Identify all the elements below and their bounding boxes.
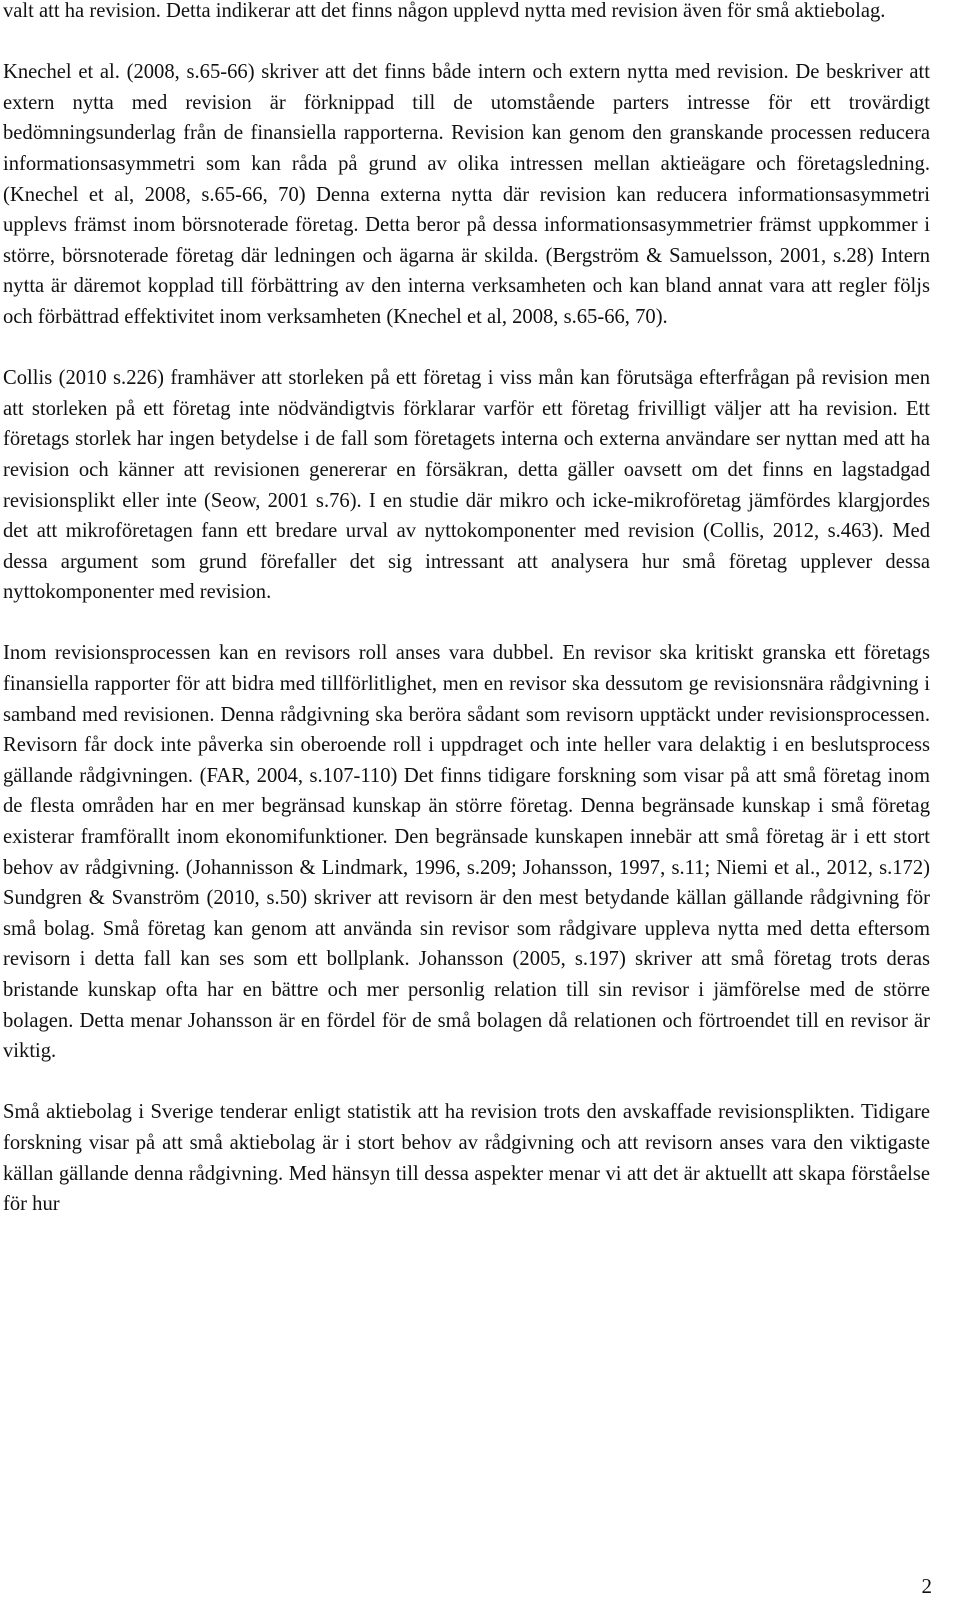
page-number: 2 — [921, 1574, 932, 1598]
paragraph-2: Knechel et al. (2008, s.65-66) skriver att det finns både intern och extern nytta med revision. De beskriver att extern nytta med revision är förknippad till de utomstående parters intresse för ett trovärdigt bedömningsunderlag från de finansiella rapporterna. Revision kan genom den granskande processen reducera informationsasymmetri som kan råda på grund av olika intressen mellan aktieägare och företagsledning. (Knechel et al, 2008, s.65-66, 70) Denna externa nytta där revision kan reducera informationsasymmetri upplevs främst inom börsnoterade företag. Detta beror på dessa informationsasymmetrier främst uppkommer i större, börsnoterade företag där ledningen och ägarna är skilda. (Bergström & Samuelsson, 2001, s.28) Intern nytta är däremot kopplad till förbättring av den interna verksamheten och kan bland annat vara att regler följs och förbättrad effektivitet inom verksamheten (Knechel et al, 2008, s.65-66, 70). — [3, 61, 930, 328]
paragraph-5: Små aktiebolag i Sverige tenderar enligt statistik att ha revision trots den avskaffade revisionsplikten. Tidigare forskning visar på att små aktiebolag är i stort behov av rådgivning och att revisorn anses vara den viktigaste källan gällande denna rådgivning. Med hänsyn till dessa aspekter menar vi att det är aktuellt att skapa förståelse för hur — [3, 1101, 930, 1216]
body-text — [3, 0, 930, 1220]
paragraph-3: Collis (2010 s.226) framhäver att storleken på ett företag i viss mån kan förutsäga efterfrågan på revision men att storleken på ett företag inte nödvändigtvis förklarar varför ett företag frivilligt väljer att ha revision. Ett företags storlek har ingen betydelse i de fall som företagets interna och externa användare ser nyttan med att ha revision och känner att revisionen genererar en försäkran, detta gäller oavsett om det finns en lagstadgad revisionsplikt eller inte (Seow, 2001 s.76). I en studie där mikro och icke-mikroföretag jämfördes klargjordes det att mikroföretagen fann ett bredare urval av nyttokomponenter med revision (Collis, 2012, s.463). Med dessa argument som grund förefaller det sig intressant att analysera hur små företag upplever dessa nyttokomponenter med revision. — [3, 367, 930, 604]
paragraph-1: valt att ha revision. Detta indikerar att det finns någon upplevd nytta med revision även för små aktiebolag. — [3, 0, 886, 22]
paragraph-4: Inom revisionsprocessen kan en revisors roll anses vara dubbel. En revisor ska kritiskt granska ett företags finansiella rapporter för att bidra med tillförlitlighet, men en revisor ska dessutom ge revisionsnära rådgivning i samband med revisionen. Denna rådgivning ska beröra sådant som revisorn upptäckt under revisionsprocessen. Revisorn får dock inte påverka sin oberoende roll i uppdraget och inte heller vara delaktig i en beslutsprocess gällande rådgivningen. (FAR, 2004, s.107-110) Det finns tidigare forskning som visar på att små företag inom de flesta områden har en mer begränsad kunskap än större företag. Denna begränsade kunskap i små företag existerar framförallt inom ekonomifunktioner. Den begränsade kunskapen innebär att små företag är i ett stort behov av rådgivning. (Johannisson & Lindmark, 1996, s.209; Johansson, 1997, s.11; Niemi et al., 2012, s.172) Sundgren & Svanström (2010, s.50) skriver att revisorn är den mest betydande källan gällande rådgivning för små bolag. Små företag kan genom att använda sin revisor som rådgivare uppleva nytta med detta eftersom revisorn i detta fall kan ses som ett bollplank. Johansson (2005, s.197) skriver att små företag trots deras bristande kunskap ofta har en bättre och mer personlig relation till sin revisor i jämförelse med de större bolagen. Detta menar Johansson är en fördel för de små bolagen då relationen och förtroendet till en revisor är viktig. — [3, 642, 930, 1063]
